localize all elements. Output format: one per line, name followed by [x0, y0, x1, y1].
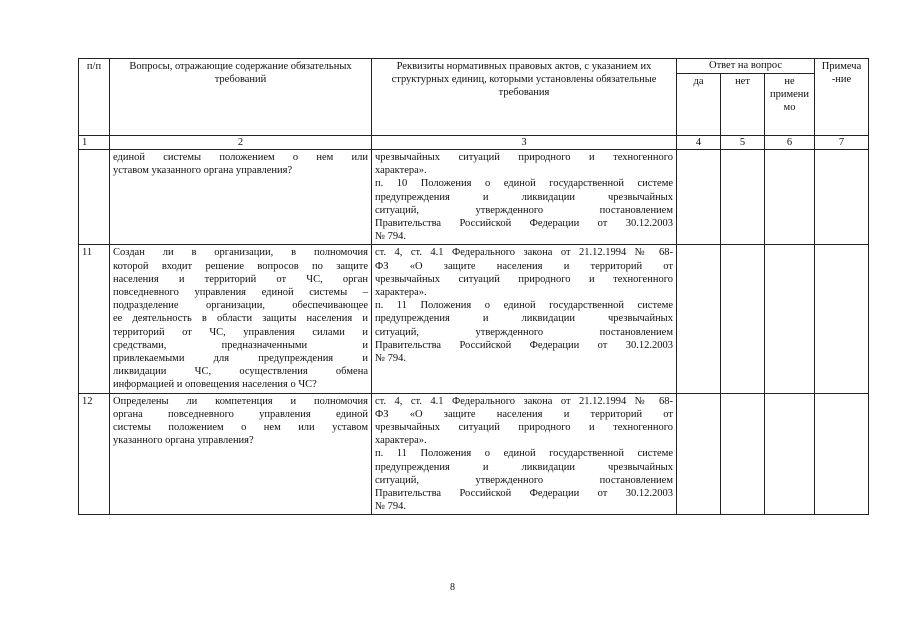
act-line: характера». [375, 287, 427, 299]
question-line: указанного органа управления? [113, 435, 254, 447]
column-number: 3 [372, 136, 677, 150]
act-line: чрезвычайных ситуаций природного и техногенного [375, 422, 673, 434]
row-number [79, 150, 110, 245]
header-answer: Ответ на вопрос [677, 59, 815, 74]
act-line: ст. 4, ст. 4.1 Федерального закона от 21.12.1994 № 68- [375, 247, 673, 259]
requirements-table [78, 58, 869, 515]
act-line: характера». [375, 435, 427, 447]
header-yes: да [677, 74, 721, 136]
answer-yes-cell[interactable] [677, 393, 721, 515]
question-line: системы положением о нем или уставом [113, 422, 368, 434]
answer-na-cell[interactable] [765, 245, 815, 393]
table-row [79, 245, 869, 393]
act-line: № 794. [375, 501, 407, 513]
header-notes: Примеча -ние [815, 59, 869, 136]
act-line: п. 11 Положения о единой государственной системе [375, 448, 673, 460]
notes-cell[interactable] [815, 150, 869, 245]
question-line: средствами, предназначенными и [113, 339, 368, 351]
answer-no-cell[interactable] [721, 245, 765, 393]
acts-cell [372, 393, 677, 515]
question-line: территорий от ЧС, управления силами и [113, 326, 368, 338]
acts-cell [372, 245, 677, 393]
act-line: № 794. [375, 353, 407, 365]
act-line: Правительства Российской Федерации от 30.12.2003 [375, 339, 673, 351]
answer-na-cell[interactable] [765, 150, 815, 245]
act-line: ФЗ «О защите населения и территорий от [375, 260, 673, 272]
column-number: 2 [110, 136, 372, 150]
column-number: 1 [79, 136, 110, 150]
act-line: ситуаций, утвержденного постановлением [375, 204, 673, 216]
answer-no-cell[interactable] [721, 393, 765, 515]
row-number: 12 [79, 393, 110, 515]
act-line: п. 10 Положения о единой государственной системе [375, 178, 673, 190]
acts-cell [372, 150, 677, 245]
question-line: привлекаемыми для предупреждения и [113, 353, 368, 365]
act-line: характера». [375, 165, 427, 177]
question-line: подразделение организации, обеспечивающее [113, 300, 368, 312]
header-acts: Реквизиты нормативных правовых актов, с указанием их структурных единиц, которыми установлены обязательные требования [372, 59, 677, 136]
question-line: населения и территорий от ЧС, орган [113, 273, 368, 285]
question-line: ликвидации ЧС, осуществления обмена [113, 366, 368, 378]
question-line: ее деятельность в области защиты населения и [113, 313, 368, 325]
header-not-applicable: не примени мо [765, 74, 815, 136]
column-number: 6 [765, 136, 815, 150]
answer-no-cell[interactable] [721, 150, 765, 245]
table-row [79, 393, 869, 515]
act-line: чрезвычайных ситуаций природного и техногенного [375, 152, 673, 163]
act-line: чрезвычайных ситуаций природного и техногенного [375, 273, 673, 285]
question-line: повседневного управления единой системы – [113, 287, 368, 299]
notes-cell[interactable] [815, 393, 869, 515]
header-row [79, 59, 869, 74]
act-line: Правительства Российской Федерации от 30.12.2003 [375, 488, 673, 500]
answer-na-cell[interactable] [765, 393, 815, 515]
answer-yes-cell[interactable] [677, 150, 721, 245]
question-cell [110, 150, 372, 245]
question-line: органа повседневного управления единой [113, 408, 368, 420]
act-line: ситуаций, утвержденного постановлением [375, 326, 673, 338]
question-line: Определены ли компетенция и полномочия [113, 395, 368, 407]
page-number: 8 [450, 582, 455, 593]
column-number-row [79, 136, 869, 150]
question-cell [110, 245, 372, 393]
act-line: предупреждения и ликвидации чрезвычайных [375, 191, 673, 203]
act-line: п. 11 Положения о единой государственной системе [375, 300, 673, 312]
act-line: предупреждения и ликвидации чрезвычайных [375, 461, 673, 473]
column-number: 5 [721, 136, 765, 150]
act-line: предупреждения и ликвидации чрезвычайных [375, 313, 673, 325]
notes-cell[interactable] [815, 245, 869, 393]
answer-yes-cell[interactable] [677, 245, 721, 393]
header-num: п/п [79, 59, 110, 136]
act-line: ситуаций, утвержденного постановлением [375, 474, 673, 486]
table-row [79, 150, 869, 245]
question-cell [110, 393, 372, 515]
question-line: уставом указанного органа управления? [113, 165, 293, 177]
question-line: Создан ли в организации, в полномочия [113, 247, 368, 259]
header-questions: Вопросы, отражающие содержание обязательных требований [110, 59, 372, 136]
header-no: нет [721, 74, 765, 136]
act-line: ФЗ «О защите населения и территорий от [375, 408, 673, 420]
question-line: единой системы положением о нем или [113, 152, 368, 163]
act-line: Правительства Российской Федерации от 30.12.2003 [375, 218, 673, 230]
column-number: 4 [677, 136, 721, 150]
column-number: 7 [815, 136, 869, 150]
act-line: ст. 4, ст. 4.1 Федерального закона от 21.12.1994 № 68- [375, 395, 673, 407]
question-line: которой входит решение вопросов по защите [113, 260, 368, 272]
row-number: 11 [79, 245, 110, 393]
act-line: № 794. [375, 231, 407, 243]
question-line: информацией и оповещения населения о ЧС? [113, 379, 317, 391]
